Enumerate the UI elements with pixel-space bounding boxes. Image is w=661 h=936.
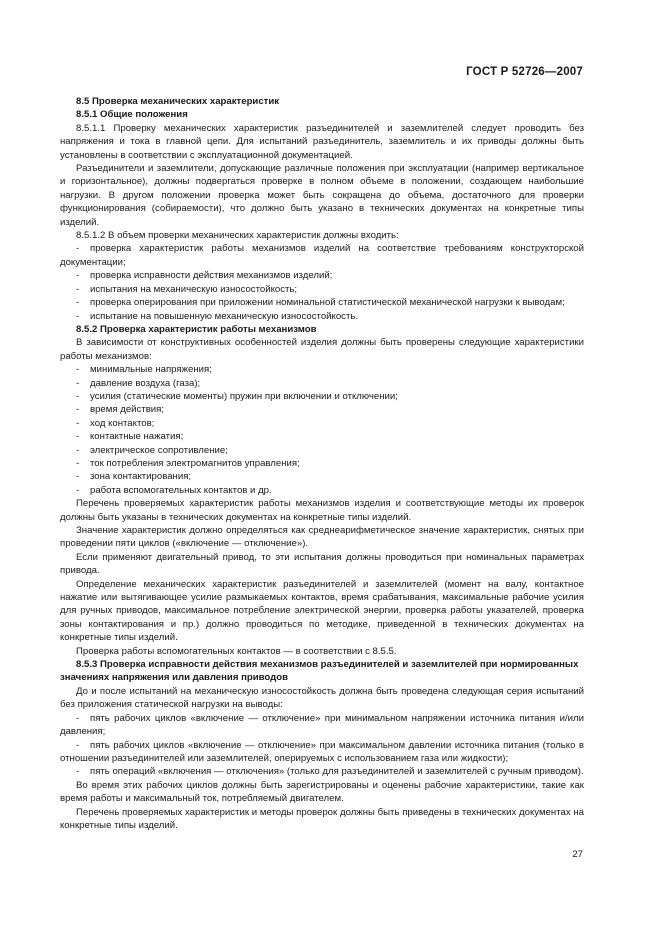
list-item [60, 765, 584, 778]
list-dash: - [76, 283, 80, 295]
section-heading: 8.5.3 Проверка исправности действия механизмов разъединителей и заземлителей при нормированных значениях напряжения или давления приводов [60, 659, 579, 684]
list-dash: - [76, 739, 80, 751]
standard-number: ГОСТ Р 52726—2007 [466, 66, 583, 78]
list-item-text: давление воздуха (газа); [90, 377, 201, 389]
list-dash: - [76, 444, 80, 456]
list-dash: - [76, 364, 80, 376]
list-item-text: испытания на механическую износостойкость; [90, 283, 298, 295]
list-dash: - [76, 712, 80, 724]
list-dash: - [76, 431, 80, 443]
list-item [60, 739, 584, 766]
list-dash: - [76, 404, 80, 416]
list-item-text: пять операций «включения — отключения» (только для разъединителей и заземлителей с ручным приводом). [90, 766, 584, 778]
section-heading: 8.5 Проверка механических характеристик [76, 96, 280, 107]
list-dash: - [76, 297, 80, 309]
list-dash: - [76, 390, 80, 402]
paragraph: Перечень проверяемых характеристик работы механизмов изделия и соответствующие методы их проверок должны быть указаны в технических документах на конкретные типы изделий. [60, 498, 584, 523]
list-dash: - [76, 457, 80, 469]
paragraph: Если применяют двигательный привод, то эти испытания должны проводиться при номинальных параметрах привода. [60, 551, 584, 577]
list-item-text: электрическое сопротивление; [90, 444, 228, 456]
paragraph: Проверка работы вспомогательных контактов — в соответствии с 8.5.5. [76, 645, 397, 657]
list-item-text: ход контактов; [90, 417, 155, 429]
section-heading: 8.5.2 Проверка характеристик работы механизмов [76, 323, 317, 335]
paragraph: 8.5.1.2 В объем проверки механических характеристик должны входить: [76, 230, 399, 242]
list-item [60, 296, 584, 309]
paragraph: Определение механических характеристик разъединителей и заземлителей (момент на валу, контактное нажатие или вытягивающее усилие размыкаемых контактов, время срабатывания, максимальные рабочие усилия для ручных приводов, максимальное потребление электрической энергии, проверка работы указателей, проверка зоны контактирования и пр.) должно проводиться по методике, приведенной в технических документах на конкретные типы изделий. [60, 578, 584, 644]
list-item [60, 712, 584, 739]
list-item-text: работа вспомогательных контактов и др. [90, 484, 272, 496]
list-dash: - [76, 377, 80, 389]
list-dash: - [76, 484, 80, 496]
list-dash: - [76, 243, 80, 255]
list-dash: - [76, 270, 80, 282]
paragraph: Во время этих рабочих циклов должны быть зарегистрированы и оценены рабочие характеристики, такие как время работы и максимальный ток, потребляемый двигателем. [60, 779, 584, 805]
list-item [60, 470, 584, 483]
section-heading: 8.5.1 Общие положения [76, 109, 188, 121]
list-item [60, 390, 584, 403]
list-item-text: пять рабочих циклов «включение — отключение» при максимальном давлении источника питания (только в отношении разъединителей или заземлителей, оперируемых с использованием газа или жидкости); [60, 739, 584, 764]
list-item-text: проверка исправности действия механизмов изделий; [90, 270, 333, 282]
list-item [60, 242, 584, 269]
list-item-text: контактные нажатия; [90, 431, 184, 443]
paragraph: Перечень проверяемых характеристик и методы проверок должны быть приведены в технических документах на конкретные типы изделий. [60, 806, 584, 831]
list-item-text: усилия (статические моменты) пружин при включении и отключении; [90, 390, 398, 402]
list-item [60, 484, 584, 497]
list-item [60, 377, 584, 390]
list-item-text: минимальные напряжения; [90, 364, 212, 376]
paragraph: 8.5.1.1 Проверку механических характеристик разъединителей и заземлителей следует проводить без напряжения и тока в главной цепи. Для испытаний разъединитель, заземлитель и их приводы должны быть установлены в соответствии с эксплуатационной документацией. [60, 122, 584, 161]
list-item [60, 430, 584, 443]
list-item-text: испытание на повышенную механическую износостойкость. [90, 310, 359, 322]
list-item [60, 417, 584, 430]
document-body [60, 95, 584, 832]
list-item-text: проверка оперирования при приложении номинальной статистической механической нагрузки к выводам; [90, 297, 565, 309]
list-dash: - [76, 766, 80, 778]
list-item [60, 269, 584, 282]
list-item-text: проверка характеристик работы механизмов изделий на соответствие требованиям конструкторской документации; [60, 243, 584, 268]
paragraph: Значение характеристик должно определяться как среднеарифметическое значение характеристик, снятых при проведении пяти циклов («включение — отключение»). [60, 525, 584, 550]
list-dash: - [76, 310, 80, 322]
list-item-text: зона контактирования; [90, 471, 192, 483]
list-item-text: время действия; [90, 404, 165, 416]
paragraph: В зависимости от конструктивных особенностей изделия должны быть проверены следующие характеристики работы механизмов: [60, 337, 584, 362]
list-item [60, 444, 584, 457]
list-dash: - [76, 471, 80, 483]
paragraph: До и после испытаний на механическую износостойкость должна быть проведена следующая серия испытаний без приложения статической нагрузки на выводы: [60, 685, 584, 711]
list-item-text: пять рабочих циклов «включение — отключение» при минимальном напряжении источника питания и/или давления; [60, 712, 584, 738]
paragraph: Разъединители и заземлители, допускающие различные положения при эксплуатации (например вертикальное и горизонтальное), должны подвергаться проверке в полном объеме в положении, создающем наибольшие нагрузки. В другом положении проверка может быть сокращена до объема, достаточного для проверки функционирования (собираемости), что должно быть указано в технических документах на конкретные типы изделий. [60, 163, 584, 228]
list-item [60, 363, 584, 376]
list-dash: - [76, 417, 80, 429]
list-item-text: ток потребления электромагнитов управления; [90, 457, 300, 469]
list-item [60, 457, 584, 470]
list-item [60, 283, 584, 296]
list-item [60, 403, 584, 416]
list-item [60, 310, 584, 323]
page-number: 27 [572, 849, 583, 860]
